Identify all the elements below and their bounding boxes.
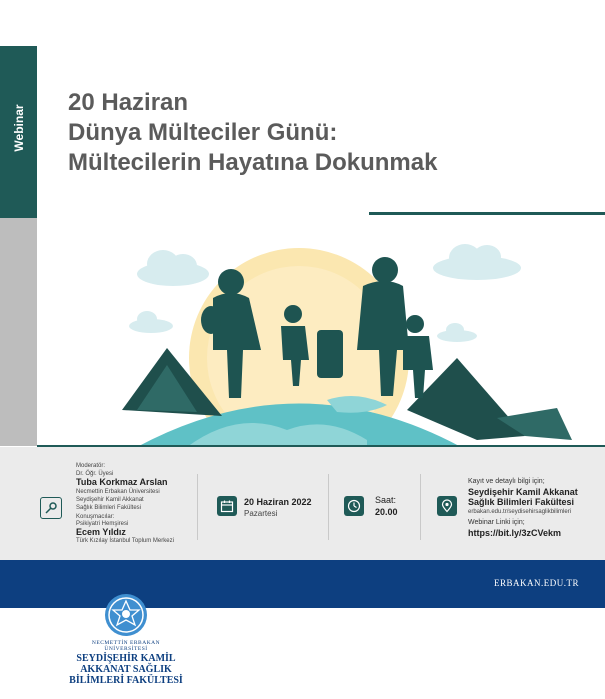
- speaker-affiliation: Türk Kızılay İstanbul Toplum Merkezi: [76, 538, 174, 544]
- webinar-label: Webinar: [12, 104, 26, 152]
- moderator-affiliation-2: Seydişehir Kamil Akkanat: [76, 497, 144, 503]
- divider-1: [197, 474, 198, 540]
- logo-faculty-2: AKKANAT SAĞLIK: [80, 664, 172, 675]
- time-label: Saat:: [375, 495, 397, 505]
- title-rule: [369, 212, 605, 215]
- calendar-icon: [217, 496, 237, 516]
- time-value: 20.00: [375, 507, 398, 517]
- clock-icon: [344, 496, 364, 516]
- event-day: Pazartesi: [244, 509, 278, 518]
- cloud-left: [137, 250, 209, 286]
- webinar-link-heading: Webinar Linki için;: [468, 519, 525, 526]
- emblem-icon: [103, 592, 149, 638]
- cloud-mid-right: [437, 323, 477, 342]
- side-gray-bar: [0, 218, 37, 446]
- webinar-link[interactable]: https://bit.ly/3zCVekm: [468, 528, 562, 538]
- divider-2: [328, 474, 329, 540]
- cloud-right: [433, 244, 521, 280]
- registration-org-1: Seydişehir Kamil Akkanat: [468, 487, 578, 497]
- speaker-name: Ecem Yıldız: [76, 527, 126, 537]
- moderator-heading: Moderatör:: [76, 463, 106, 469]
- footer-url[interactable]: ERBAKAN.EDU.TR: [494, 578, 579, 588]
- refugee-family-illustration: [37, 240, 605, 447]
- logo-university-2: ÜNİVERSİTESİ: [104, 646, 148, 652]
- speaker-title: Psikiyatri Hemşiresi: [76, 521, 129, 527]
- divider-3: [420, 474, 421, 540]
- moderator-name: Tuba Korkmaz Arslan: [76, 477, 168, 487]
- registration-heading: Kayıt ve detaylı bilgi için;: [468, 478, 545, 485]
- moderator-affiliation-3: Sağlık Bilimleri Fakültesi: [76, 505, 142, 511]
- title-line-2: Dünya Mülteciler Günü:: [68, 119, 338, 146]
- registration-org-2: Sağlık Bilimleri Fakültesi: [468, 497, 575, 507]
- location-icon: [437, 496, 457, 516]
- moderator-affiliation-1: Necmettin Erbakan Üniversitesi: [76, 489, 160, 495]
- logo-faculty-3: BİLİMLERİ FAKÜLTESİ: [69, 675, 183, 686]
- logo-university: NECMETTİN ERBAKAN: [91, 640, 161, 646]
- moderator-title: Dr. Öğr. Üyesi: [76, 471, 114, 477]
- title-line-1: 20 Haziran: [68, 89, 189, 116]
- title-line-3: Mültecilerin Hayatına Dokunmak: [68, 149, 438, 176]
- registration-site[interactable]: erbakan.edu.tr/seydisehirsaglikbilimleri: [468, 509, 572, 515]
- event-date: 20 Haziran 2022: [244, 497, 312, 507]
- microphone-icon: [40, 497, 62, 519]
- cloud-small: [129, 311, 173, 333]
- child-right: [403, 315, 433, 398]
- logo-faculty-1: SEYDİŞEHİR KAMİL: [76, 653, 176, 664]
- speakers-heading: Konuşmacılar:: [76, 514, 115, 520]
